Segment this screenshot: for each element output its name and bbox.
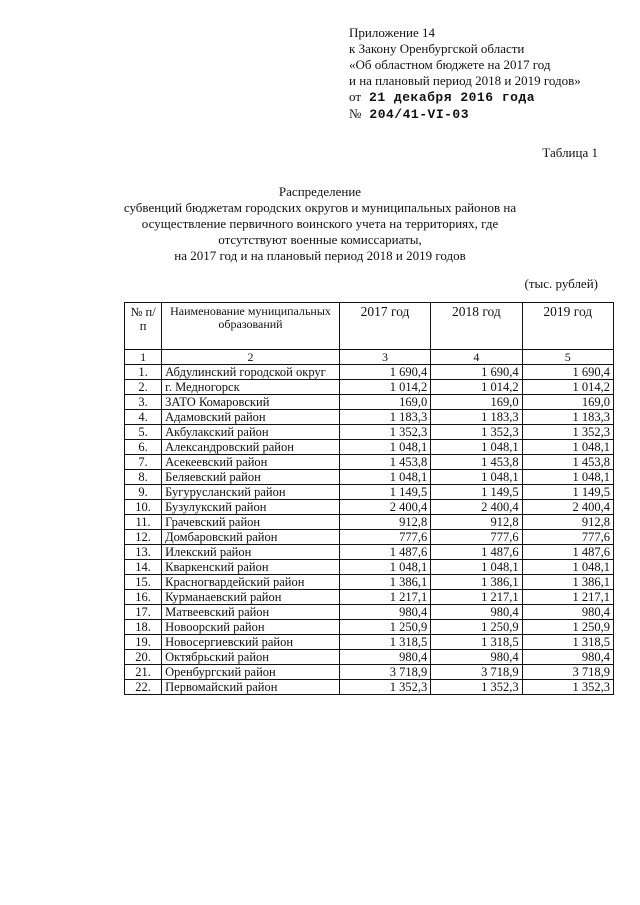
row-number: 13.	[125, 545, 162, 560]
value-2018: 980,4	[431, 605, 522, 620]
value-2017: 980,4	[339, 605, 430, 620]
annex-date-line	[349, 89, 581, 106]
municipality-name: Бузулукский район	[162, 500, 340, 515]
value-2018: 1 352,3	[431, 680, 522, 695]
value-2017: 1 318,5	[339, 635, 430, 650]
annex-number-line	[349, 106, 581, 123]
heading-line-3: осуществление первичного воинского учета на территориях, где	[141, 216, 499, 231]
row-number: 11.	[125, 515, 162, 530]
municipality-name: Акбулакский район	[162, 425, 340, 440]
row-number: 9.	[125, 485, 162, 500]
row-number: 18.	[125, 620, 162, 635]
municipality-name: Абдулинский городской округ	[162, 365, 340, 380]
header-2017: 2017 год	[339, 303, 430, 350]
value-2018: 1 217,1	[431, 590, 522, 605]
value-2018: 169,0	[431, 395, 522, 410]
value-2018: 1 352,3	[431, 425, 522, 440]
header-2019: 2019 год	[522, 303, 613, 350]
value-2017: 1 048,1	[339, 560, 430, 575]
index-cell: 1	[125, 350, 162, 365]
municipality-name: Матвеевский район	[162, 605, 340, 620]
value-2017: 912,8	[339, 515, 430, 530]
municipality-name: Кваркенский район	[162, 560, 340, 575]
value-2019: 1 352,3	[522, 425, 613, 440]
value-2018: 980,4	[431, 650, 522, 665]
value-2018: 1 453,8	[431, 455, 522, 470]
table-row	[125, 485, 614, 500]
value-2018: 1 183,3	[431, 410, 522, 425]
row-number: 4.	[125, 410, 162, 425]
heading-line-4: отсутствуют военные комиссариаты,	[218, 232, 422, 247]
row-number: 6.	[125, 440, 162, 455]
value-2018: 1 487,6	[431, 545, 522, 560]
municipality-name: Беляевский район	[162, 470, 340, 485]
row-number: 21.	[125, 665, 162, 680]
row-number: 17.	[125, 605, 162, 620]
annex-from-label: от	[349, 89, 362, 104]
annex-date-stamp: 21 декабря 2016 года	[369, 90, 536, 105]
value-2017: 1 487,6	[339, 545, 430, 560]
municipality-name: Илекский район	[162, 545, 340, 560]
municipality-name: Октябрьский район	[162, 650, 340, 665]
value-2019: 1 048,1	[522, 560, 613, 575]
heading-line-1: Распределение	[278, 184, 362, 199]
value-2018: 777,6	[431, 530, 522, 545]
heading-line-5: на 2017 год и на плановый период 2018 и 2019 годов	[174, 248, 466, 263]
value-2019: 1 386,1	[522, 575, 613, 590]
value-2019: 1 048,1	[522, 470, 613, 485]
row-number: 14.	[125, 560, 162, 575]
value-2018: 2 400,4	[431, 500, 522, 515]
value-2019: 1 690,4	[522, 365, 613, 380]
value-2017: 1 149,5	[339, 485, 430, 500]
table-row	[125, 455, 614, 470]
value-2017: 1 217,1	[339, 590, 430, 605]
annex-law: к Закону Оренбургской области	[349, 41, 525, 56]
municipality-name: Адамовский район	[162, 410, 340, 425]
value-2017: 777,6	[339, 530, 430, 545]
units-label: (тыс. рублей)	[524, 276, 598, 291]
table-row	[125, 440, 614, 455]
table-row	[125, 530, 614, 545]
municipality-name: Домбаровский район	[162, 530, 340, 545]
value-2019: 1 014,2	[522, 380, 613, 395]
municipality-name: Первомайский район	[162, 680, 340, 695]
value-2019: 169,0	[522, 395, 613, 410]
table-row	[125, 560, 614, 575]
value-2017: 1 352,3	[339, 425, 430, 440]
table-body	[125, 365, 614, 695]
annex-block	[349, 25, 581, 123]
municipality-name: ЗАТО Комаровский	[162, 395, 340, 410]
value-2019: 777,6	[522, 530, 613, 545]
header-no: № п/п	[125, 303, 162, 350]
index-cell: 4	[431, 350, 522, 365]
table-row	[125, 680, 614, 695]
table-row	[125, 545, 614, 560]
value-2018: 1 690,4	[431, 365, 522, 380]
municipality-name: Асекеевский район	[162, 455, 340, 470]
row-number: 1.	[125, 365, 162, 380]
row-number: 22.	[125, 680, 162, 695]
header-2018: 2018 год	[431, 303, 522, 350]
value-2017: 980,4	[339, 650, 430, 665]
value-2017: 3 718,9	[339, 665, 430, 680]
table-row	[125, 470, 614, 485]
municipality-name: Новоорский район	[162, 620, 340, 635]
heading-line-2: субвенций бюджетам городских округов и муниципальных районов на	[123, 200, 517, 215]
table-row	[125, 380, 614, 395]
municipality-name: Курманаевский район	[162, 590, 340, 605]
table-row	[125, 650, 614, 665]
value-2017: 1 250,9	[339, 620, 430, 635]
value-2019: 912,8	[522, 515, 613, 530]
annex-law-name: «Об областном бюджете на 2017 год	[349, 57, 551, 72]
row-number: 16.	[125, 590, 162, 605]
document-heading	[120, 184, 520, 264]
row-number: 5.	[125, 425, 162, 440]
row-number: 7.	[125, 455, 162, 470]
value-2019: 1 183,3	[522, 410, 613, 425]
value-2017: 1 690,4	[339, 365, 430, 380]
value-2017: 1 048,1	[339, 470, 430, 485]
value-2017: 1 014,2	[339, 380, 430, 395]
municipality-name: Новосергиевский район	[162, 635, 340, 650]
annex-number-label: №	[349, 106, 362, 121]
index-cell: 2	[162, 350, 340, 365]
value-2018: 1 318,5	[431, 635, 522, 650]
row-number: 15.	[125, 575, 162, 590]
value-2017: 169,0	[339, 395, 430, 410]
municipality-name: Оренбургский район	[162, 665, 340, 680]
row-number: 19.	[125, 635, 162, 650]
value-2017: 2 400,4	[339, 500, 430, 515]
table-row	[125, 410, 614, 425]
index-cell: 3	[339, 350, 430, 365]
annex-number-stamp: 204/41-VI-03	[369, 107, 470, 122]
value-2017: 1 048,1	[339, 440, 430, 455]
value-2018: 1 386,1	[431, 575, 522, 590]
row-number: 8.	[125, 470, 162, 485]
table-row	[125, 590, 614, 605]
table-row	[125, 425, 614, 440]
table-row	[125, 605, 614, 620]
value-2019: 1 149,5	[522, 485, 613, 500]
annex-law-name-cont: и на плановый период 2018 и 2019 годов»	[349, 73, 581, 88]
value-2017: 1 453,8	[339, 455, 430, 470]
municipality-name: Грачевский район	[162, 515, 340, 530]
value-2018: 1 149,5	[431, 485, 522, 500]
value-2019: 980,4	[522, 650, 613, 665]
value-2018: 1 048,1	[431, 470, 522, 485]
municipality-name: Александровский район	[162, 440, 340, 455]
municipality-name: Бугурусланский район	[162, 485, 340, 500]
row-number: 2.	[125, 380, 162, 395]
table-header-row	[125, 303, 614, 350]
row-number: 12.	[125, 530, 162, 545]
table-row	[125, 395, 614, 410]
value-2019: 3 718,9	[522, 665, 613, 680]
value-2019: 1 487,6	[522, 545, 613, 560]
table-row	[125, 500, 614, 515]
header-name: Наименование муниципальных образований	[162, 303, 340, 350]
value-2019: 980,4	[522, 605, 613, 620]
row-number: 20.	[125, 650, 162, 665]
value-2018: 1 048,1	[431, 440, 522, 455]
value-2019: 1 048,1	[522, 440, 613, 455]
index-cell: 5	[522, 350, 613, 365]
value-2019: 2 400,4	[522, 500, 613, 515]
value-2019: 1 352,3	[522, 680, 613, 695]
value-2019: 1 318,5	[522, 635, 613, 650]
value-2018: 1 014,2	[431, 380, 522, 395]
value-2018: 912,8	[431, 515, 522, 530]
row-number: 3.	[125, 395, 162, 410]
value-2017: 1 386,1	[339, 575, 430, 590]
value-2019: 1 453,8	[522, 455, 613, 470]
table-number: Таблица 1	[542, 145, 598, 160]
value-2019: 1 250,9	[522, 620, 613, 635]
value-2018: 1 250,9	[431, 620, 522, 635]
annex-title: Приложение 14	[349, 25, 436, 40]
subvention-table	[124, 302, 614, 695]
column-index-row	[125, 350, 614, 365]
table-row	[125, 635, 614, 650]
table-row	[125, 665, 614, 680]
value-2019: 1 217,1	[522, 590, 613, 605]
value-2018: 1 048,1	[431, 560, 522, 575]
municipality-name: г. Медногорск	[162, 380, 340, 395]
municipality-name: Красногвардейский район	[162, 575, 340, 590]
table-row	[125, 515, 614, 530]
value-2017: 1 352,3	[339, 680, 430, 695]
table-row	[125, 365, 614, 380]
table-row	[125, 620, 614, 635]
value-2017: 1 183,3	[339, 410, 430, 425]
value-2018: 3 718,9	[431, 665, 522, 680]
table-row	[125, 575, 614, 590]
row-number: 10.	[125, 500, 162, 515]
